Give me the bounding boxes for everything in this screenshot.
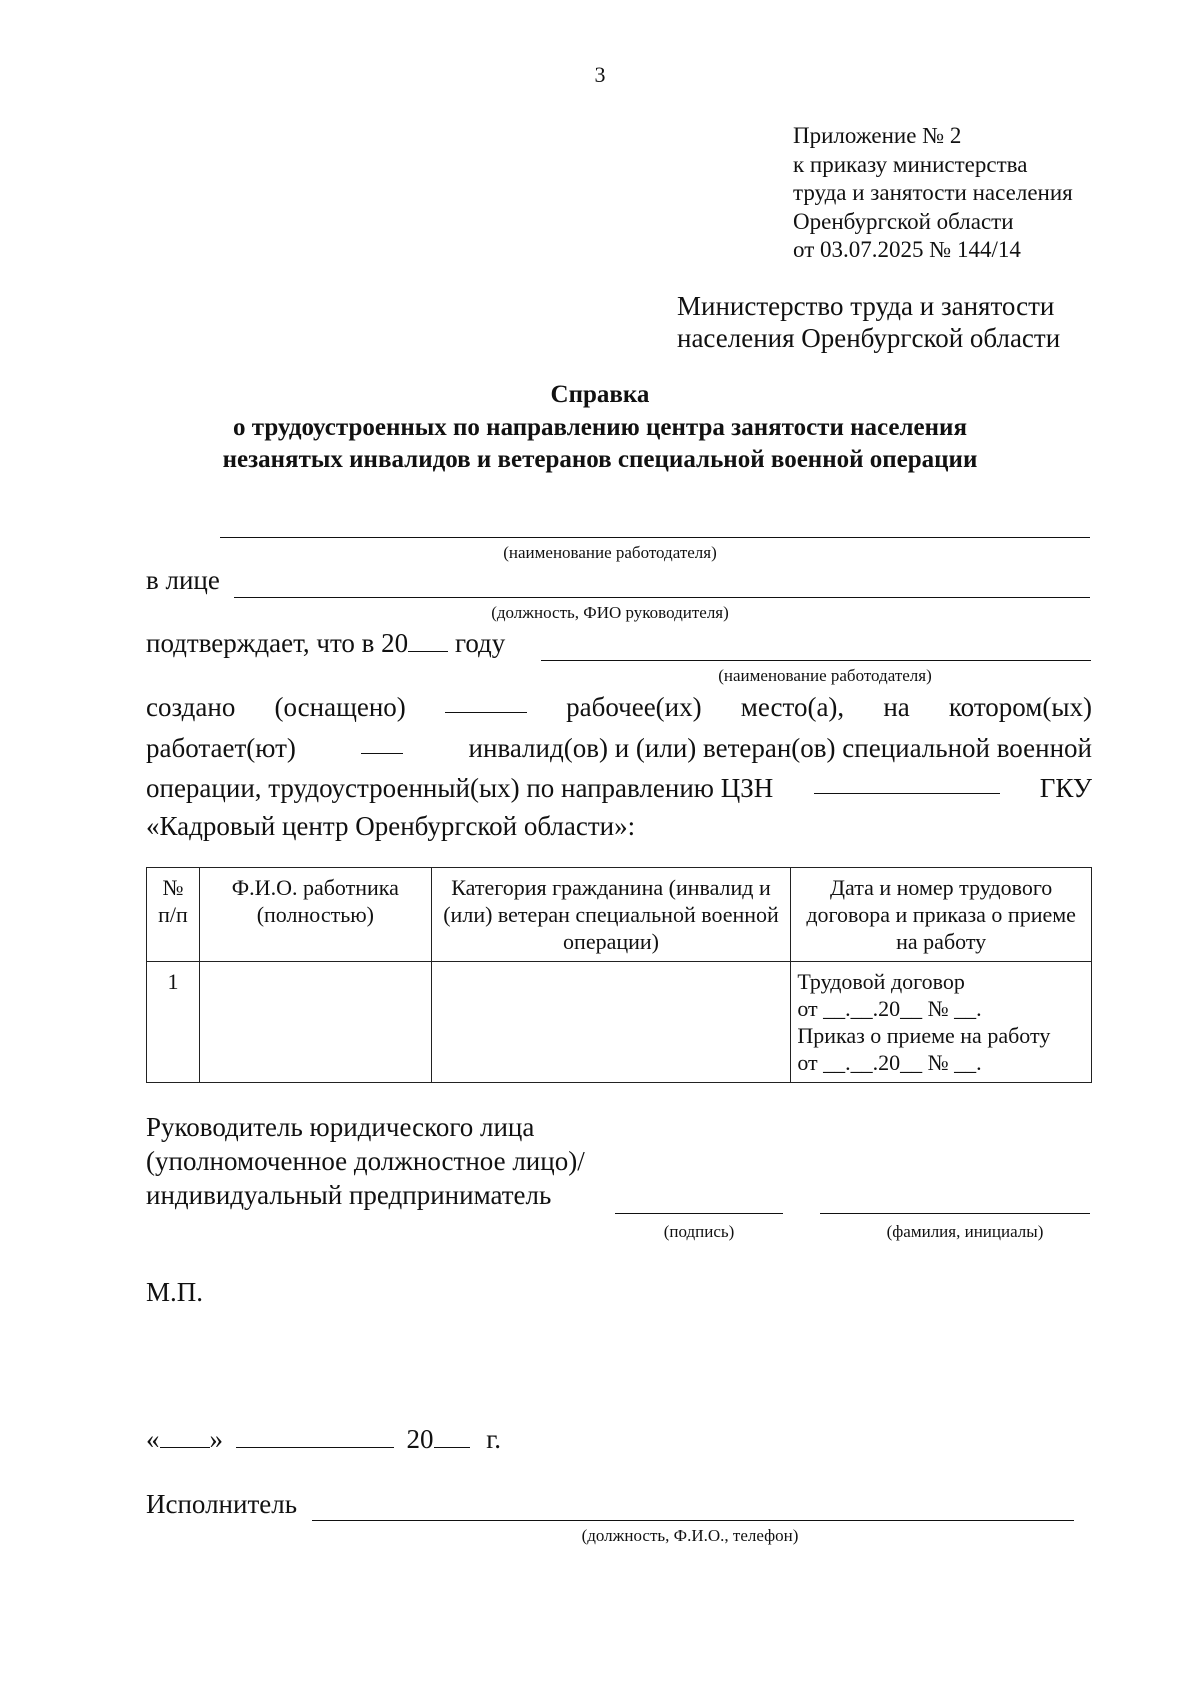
year-suffix: г. xyxy=(486,1424,502,1454)
addressee-block xyxy=(677,290,1060,354)
in-person-line[interactable] xyxy=(234,597,1090,598)
document-subtitle xyxy=(0,412,1200,476)
cell-num: 1 xyxy=(147,962,200,1083)
day-blank[interactable] xyxy=(160,1427,210,1448)
appendix-line: Оренбургской области xyxy=(793,208,1014,234)
col-header-num: № п/п xyxy=(147,868,200,962)
cell-category[interactable] xyxy=(431,962,791,1083)
confirms-prefix: подтверждает, что в 20 xyxy=(146,628,409,658)
employees-table xyxy=(146,867,1092,1083)
date-year-blank[interactable] xyxy=(434,1427,470,1448)
paragraph-text: ГКУ xyxy=(1039,773,1092,803)
cell-name[interactable] xyxy=(199,962,431,1083)
appendix-line: Приложение № 2 xyxy=(793,123,962,148)
word: на xyxy=(883,692,910,722)
col-header-category: Категория гражданина (инвалид и (или) ветеран специальной военной операции) xyxy=(431,868,791,962)
sign-caption: (подпись) xyxy=(663,1222,735,1241)
contract-line: Приказ о приеме на работу xyxy=(797,1023,1051,1048)
date-line xyxy=(146,1424,501,1455)
word: место(а), xyxy=(740,692,845,722)
word: создано xyxy=(146,692,236,722)
paragraph-line-1 xyxy=(146,692,1092,723)
confirms-year-word: году xyxy=(454,628,506,658)
workers-count-blank[interactable] xyxy=(361,733,403,754)
appendix-line: к приказу министерства xyxy=(793,151,1028,177)
workplaces-count-blank[interactable] xyxy=(445,692,527,713)
appendix-line: от 03.07.2025 № 144/14 xyxy=(793,237,1021,262)
subtitle-line-1: о трудоустроенных по направлению центра занятости населения xyxy=(233,414,967,441)
employer-caption: (наименование работодателя) xyxy=(503,543,717,562)
contract-line: от __.__.20__ № __. xyxy=(797,996,982,1021)
confirms-text xyxy=(146,628,505,659)
cell-contract[interactable] xyxy=(791,962,1092,1083)
in-person-label: в лице xyxy=(146,565,220,595)
signature-line-2: (уполномоченное должностное лицо)/ xyxy=(146,1146,585,1176)
executor-line[interactable] xyxy=(312,1520,1074,1521)
confirms-employer-line[interactable] xyxy=(541,660,1091,661)
page-number: 3 xyxy=(594,62,606,87)
word: работает(ют) xyxy=(146,733,296,763)
appendix-line: труда и занятости населения xyxy=(793,180,1073,205)
signature-line-3: индивидуальный предприниматель xyxy=(146,1180,552,1210)
addressee-line-2: населения Оренбургской области xyxy=(677,323,1061,353)
contract-line: от __.__.20__ № __. xyxy=(797,1050,982,1075)
table-header-row xyxy=(147,868,1092,962)
paragraph-line-4: «Кадровый центр Оренбургской области»: xyxy=(146,811,636,841)
employer-name-line[interactable] xyxy=(220,537,1090,538)
year-prefix: 20 xyxy=(406,1424,434,1454)
executor-caption: (должность, Ф.И.О., телефон) xyxy=(581,1526,799,1545)
head-caption: (должность, ФИО руководителя) xyxy=(491,603,729,622)
signature-line-1: Руководитель юридического лица xyxy=(146,1112,535,1142)
year-blank[interactable] xyxy=(408,631,448,652)
paragraph-rest: инвалид(ов) и (или) ветеран(ов) специальной военной xyxy=(468,733,1092,763)
name-caption: (фамилия, инициалы) xyxy=(886,1222,1044,1241)
paragraph-line-2 xyxy=(146,733,1092,764)
word: котором(ых) xyxy=(948,692,1092,722)
month-blank[interactable] xyxy=(236,1427,394,1448)
word: (оснащено) xyxy=(274,692,406,722)
paragraph-line-3 xyxy=(146,773,1092,804)
signature-block xyxy=(146,1110,585,1212)
document-title: Справка xyxy=(550,381,650,408)
close-quote: » xyxy=(209,1424,223,1454)
paragraph-text: операции, трудоустроенный(ых) по направлению ЦЗН xyxy=(146,773,774,803)
stamp-label: М.П. xyxy=(146,1277,204,1307)
col-header-name: Ф.И.О. работника (полностью) xyxy=(199,868,431,962)
signature-line[interactable] xyxy=(615,1213,783,1214)
contract-line: Трудовой договор xyxy=(797,969,965,994)
czn-name-blank[interactable] xyxy=(814,773,1000,794)
executor-label: Исполнитель xyxy=(146,1489,298,1519)
word: рабочее(их) xyxy=(566,692,702,722)
appendix-block xyxy=(793,122,1073,265)
subtitle-line-2: незанятых инвалидов и ветеранов специальной военной операции xyxy=(222,446,978,473)
name-initials-line[interactable] xyxy=(820,1213,1090,1214)
col-header-contract: Дата и номер трудового договора и приказа о приеме на работу xyxy=(791,868,1092,962)
addressee-line-1: Министерство труда и занятости xyxy=(677,291,1055,321)
employer-caption-2: (наименование работодателя) xyxy=(718,666,932,685)
open-quote: « xyxy=(146,1424,160,1454)
table-row xyxy=(147,962,1092,1083)
